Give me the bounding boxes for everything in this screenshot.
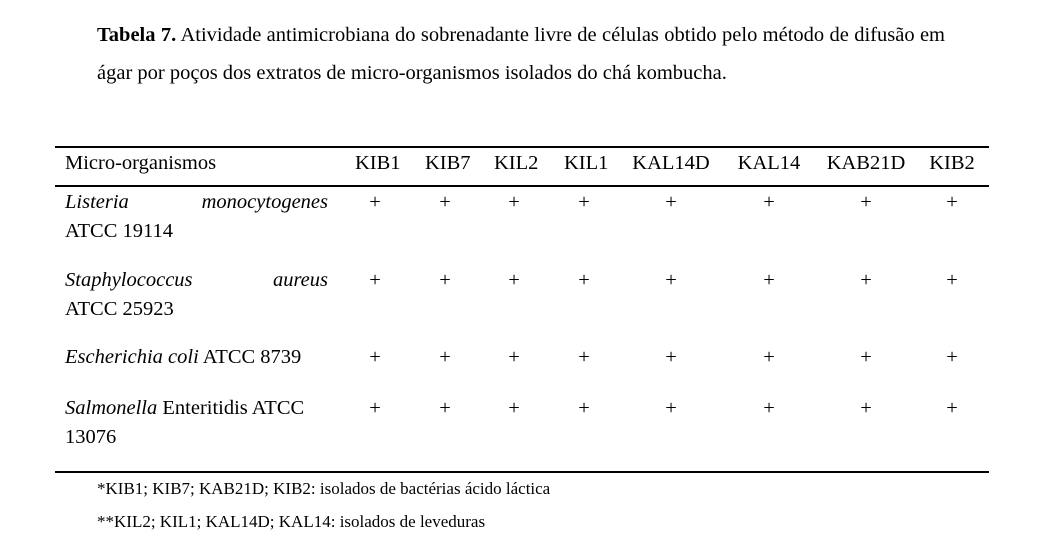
footnote-yeasts: **KIL2; KIL1; KAL14D; KAL14: isolados de leveduras [97, 512, 486, 531]
organism-genus: Listeria [65, 191, 129, 213]
organism-listeria [65, 188, 328, 246]
result-cell-kal14: + [763, 397, 775, 419]
column-header-kib1: KIB1 [355, 152, 401, 174]
result-cell-kal14d: + [665, 191, 677, 213]
result-cell-kib1: + [369, 269, 381, 291]
organism-strain: 13076 [65, 426, 117, 448]
result-cell-kab21d: + [860, 346, 872, 368]
footnote-bacteria: *KIB1; KIB7; KAB21D; KIB2: isolados de bactérias ácido láctica [97, 479, 551, 498]
organism-species: monocytogenes [201, 191, 328, 213]
result-cell-kib7: + [439, 346, 451, 368]
organism-escherichia [65, 343, 328, 372]
result-cell-kal14d: + [665, 346, 677, 368]
caption-text: Atividade antimicrobiana do sobrenadante livre de células obtido pelo método de difusão em ágar por poços dos extratos de micro-organismos isolados do chá kombucha. [97, 24, 945, 84]
organism-species: aureus [272, 269, 328, 291]
result-cell-kil2: + [508, 269, 520, 291]
organism-strain: ATCC 19114 [65, 220, 174, 242]
column-header-kil2: KIL2 [494, 152, 539, 174]
result-cell-kil1: + [578, 269, 590, 291]
result-cell-kab21d: + [860, 397, 872, 419]
result-cell-kal14d: + [665, 269, 677, 291]
column-header-kal14d: KAL14D [632, 152, 710, 174]
result-cell-kil1: + [578, 346, 590, 368]
column-header-kib7: KIB7 [425, 152, 471, 174]
result-cell-kil2: + [508, 397, 520, 419]
result-cell-kil2: + [508, 346, 520, 368]
organism-genus: Salmonella [65, 397, 158, 419]
table-top-rule [55, 146, 989, 148]
result-cell-kal14: + [763, 346, 775, 368]
organism-name: Escherichia coli [65, 346, 199, 368]
column-header-kil1: KIL1 [564, 152, 609, 174]
row-header-label: Micro-organismos [65, 152, 217, 174]
result-cell-kil2: + [508, 191, 520, 213]
table-caption [97, 16, 945, 92]
column-header-kal14: KAL14 [737, 152, 801, 174]
result-cell-kib2: + [946, 269, 958, 291]
result-cell-kab21d: + [860, 191, 872, 213]
result-cell-kil1: + [578, 191, 590, 213]
result-cell-kab21d: + [860, 269, 872, 291]
organism-salmonella [65, 394, 328, 452]
result-cell-kil1: + [578, 397, 590, 419]
organism-strain: ATCC 25923 [65, 298, 174, 320]
caption-label: Tabela 7. [97, 24, 177, 46]
result-cell-kib1: + [369, 397, 381, 419]
column-header-kab21d: KAB21D [826, 152, 906, 174]
result-cell-kib2: + [946, 397, 958, 419]
table-bottom-rule [55, 471, 989, 473]
result-cell-kib2: + [946, 191, 958, 213]
organism-staphylococcus [65, 266, 328, 324]
organism-serovar: Enteritidis ATCC [157, 397, 305, 419]
result-cell-kal14: + [763, 269, 775, 291]
result-cell-kib7: + [439, 191, 451, 213]
table-header-rule [55, 185, 989, 187]
result-cell-kib1: + [369, 191, 381, 213]
result-cell-kal14: + [763, 191, 775, 213]
result-cell-kib7: + [439, 269, 451, 291]
result-cell-kal14d: + [665, 397, 677, 419]
organism-genus: Staphylococcus [65, 269, 193, 291]
column-header-kib2: KIB2 [929, 152, 975, 174]
organism-strain: ATCC 8739 [198, 346, 302, 368]
result-cell-kib1: + [369, 346, 381, 368]
result-cell-kib2: + [946, 346, 958, 368]
result-cell-kib7: + [439, 397, 451, 419]
